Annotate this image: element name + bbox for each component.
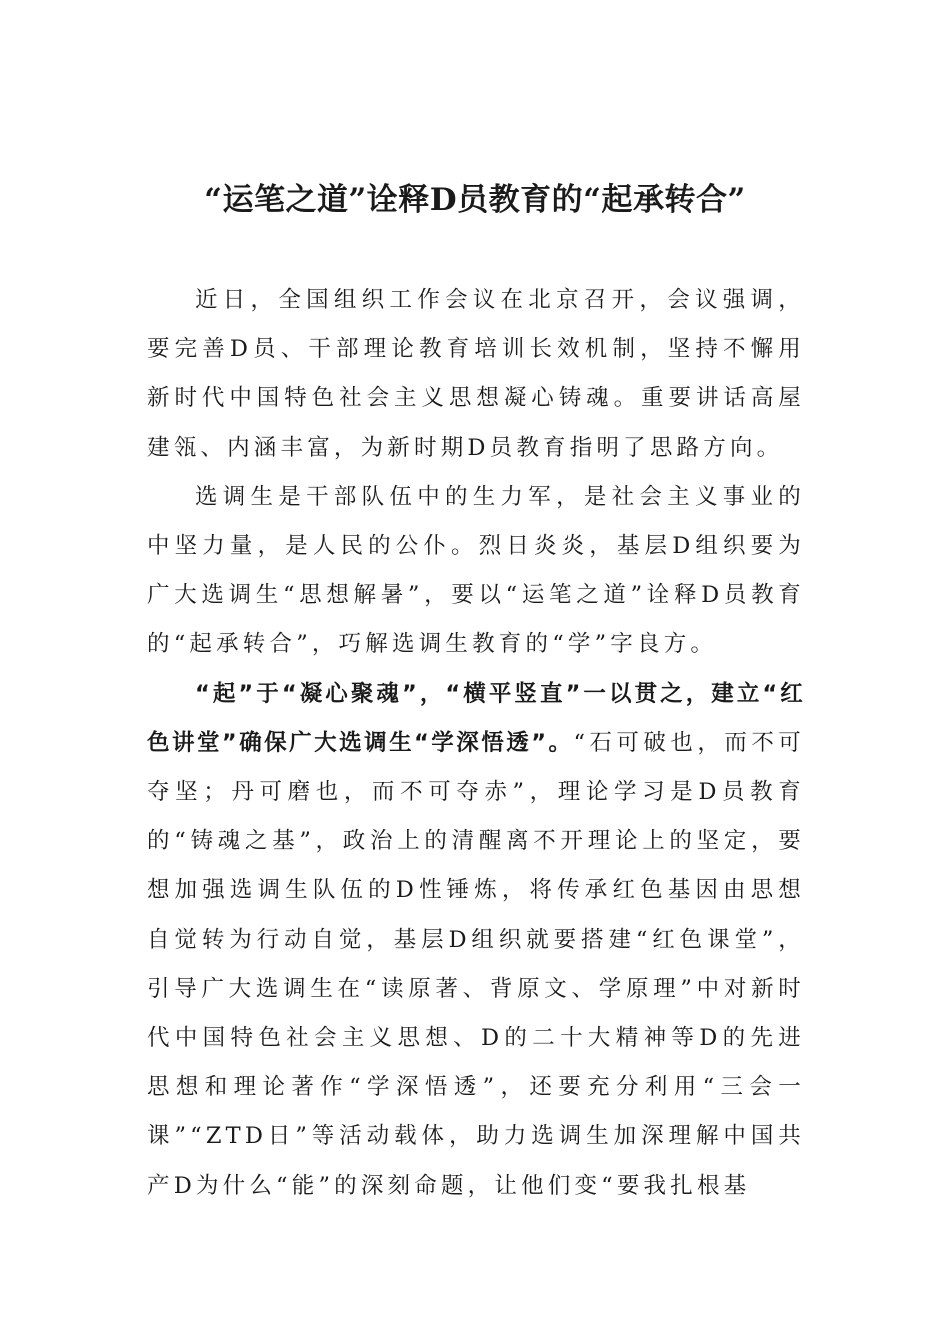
document-body: [147, 276, 805, 1211]
document-title: “运笔之道”诠释D员教育的“起承转合”: [204, 182, 746, 218]
paragraph-1-text: 近日，全国组织工作会议在北京召开，会议强调，要完善D员、干部理论教育培训长效机制，坚持不懈用新时代中国特色社会主义思想凝心铸魂。重要讲话高屋建瓴、内涵丰富，为新时期D员教育指明了思路方向。: [147, 287, 805, 461]
paragraph-1: [147, 276, 805, 473]
paragraph-3-lead: “起”于“凝心聚魂”，“横平竖直”一以贯之，建立“红色讲堂”确保广大选调生“学深悟透”。: [147, 680, 805, 756]
paragraph-2-text: 选调生是干部队伍中的生力军，是社会主义事业的中坚力量，是人民的公仆。烈日炎炎，基层D组织要为广大选调生“思想解暑”，要以“运笔之道”诠释D员教育的“起承转合”，巧解选调生教育的“学”字良方。: [147, 483, 805, 658]
paragraph-3: [147, 670, 805, 1211]
paragraph-2: [147, 473, 805, 670]
paragraph-3-text: “石可破也，而不可夺坚；丹可磨也，而不可夺赤”，理论学习是D员教育的“铸魂之基”，政治上的清醒离不开理论上的坚定，要想加强选调生队伍的D性锤炼，将传承红色基因由思想自觉转为行动自觉，基层D组织就要搭建“红色课堂”，引导广大选调生在“读原著、背原文、学原理”中对新时代中国特色社会主义思想、D的二十大精神等D的先进思想和理论著作“学深悟透”，还要充分利用“三会一课”“ZTD日”等活动载体，助力选调生加深理解中国共产D为什么“能”的深刻命题，让他们变“要我扎根基: [147, 729, 805, 1199]
